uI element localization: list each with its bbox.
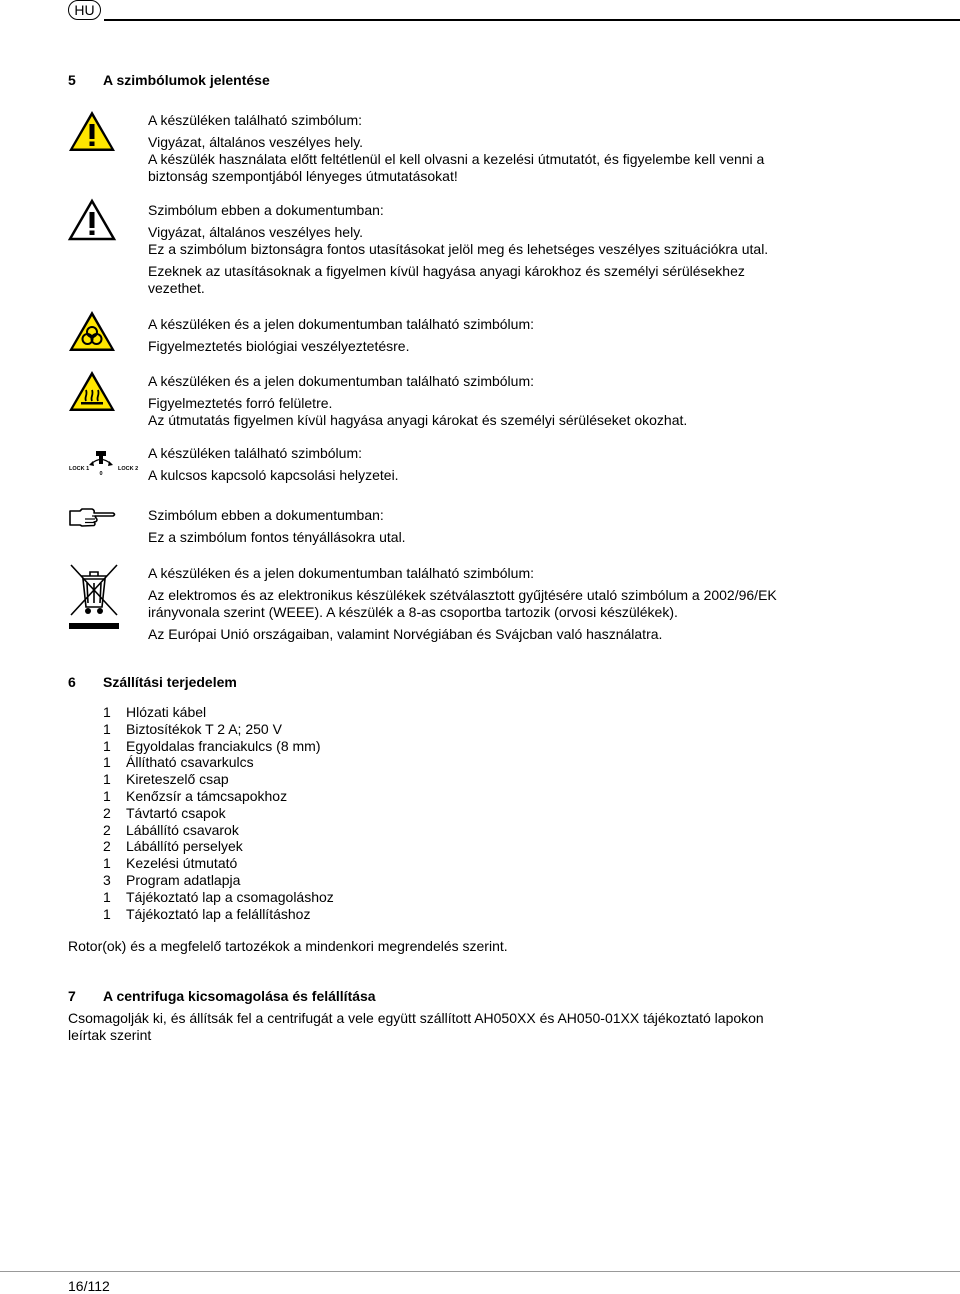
item-qty: 2 — [103, 821, 111, 838]
text-line: Ezeknek az utasításoknak a figyelmen kívül hagyása anyagi károkhoz és személyi sérülésekhez — [148, 263, 745, 279]
section-title: Szállítási terjedelem — [103, 674, 237, 690]
section-number: 6 — [68, 674, 76, 690]
pointing-hand-icon — [68, 506, 118, 530]
text-line: A készüléken található szimbólum: — [148, 112, 362, 128]
symbol-block-4 — [148, 373, 848, 429]
zero-label: 0 — [99, 471, 103, 477]
item-name: Hlózati kábel — [126, 704, 207, 720]
symbol-block-6 — [148, 507, 848, 546]
general-warning-icon — [67, 109, 117, 153]
symbol-block-3 — [148, 316, 848, 355]
symbol-block-1 — [148, 112, 848, 185]
item-name: Kezelési útmutató — [126, 855, 238, 872]
page-number: 16/112 — [68, 1278, 110, 1294]
item-qty: 1 — [103, 704, 111, 720]
section-number: 5 — [68, 72, 76, 88]
item-name: Lábállító perselyek — [126, 838, 243, 855]
hot-surface-icon — [67, 369, 117, 413]
section-number: 7 — [68, 988, 76, 1004]
text-line: A készülék használata előtt feltétlenül el kell olvasni a kezelési útmutatót, és figyelembe kell venni a — [148, 151, 765, 167]
section-title: A szimbólumok jelentése — [103, 72, 270, 88]
item-name: Kireteszelő csap — [126, 771, 229, 788]
text-line: Vigyázat, általános veszélyes hely. — [148, 224, 364, 240]
footer-rule — [0, 1271, 960, 1272]
text-line: Az Európai Unió országaiban, valamint Norvégiában és Svájcban való használatra. — [148, 626, 663, 642]
item-qty: 1 — [103, 855, 111, 872]
item-qty: 3 — [103, 871, 111, 888]
text-line: Ez a szimbólum fontos tényállásokra utal. — [148, 529, 406, 545]
text-line: A készüléken és a jelen dokumentumban található szimbólum: — [148, 565, 534, 581]
text-line: biztonság szempontjából lényeges útmutatásokat! — [148, 168, 458, 184]
item-qty: 1 — [103, 888, 111, 905]
text-line: Figyelmeztetés biológiai veszélyeztetésre. — [148, 338, 410, 354]
item-name: Állítható csavarkulcs — [126, 754, 254, 771]
item-qty: 1 — [103, 787, 111, 804]
text-line: A kulcsos kapcsoló kapcsolási helyzetei. — [148, 467, 399, 483]
item-name: Egyoldalas franciakulcs (8 mm) — [126, 737, 321, 754]
key-switch-icon — [67, 448, 141, 478]
item-qty: 1 — [103, 754, 111, 771]
text-line: Csomagolják ki, és állítsák fel a centrifugát a vele együtt szállított AH050XX és AH050-01XX tájékoztató lapokon — [68, 1010, 764, 1026]
item-name: Tájékoztató lap a csomagoláshoz — [126, 888, 334, 905]
symbol-block-2 — [148, 202, 848, 297]
item-qty: 1 — [103, 720, 111, 737]
text-line: Vigyázat, általános veszélyes hely. — [148, 134, 364, 150]
item-name: Biztosítékok T 2 A; 250 V — [126, 720, 282, 737]
section-7-body — [68, 1010, 764, 1044]
section-title: A centrifuga kicsomagolása és felállítása — [103, 988, 376, 1004]
item-qty: 1 — [103, 905, 111, 922]
symbol-block-5 — [148, 445, 848, 484]
header-rule — [104, 19, 960, 21]
item-name: Kenőzsír a támcsapokhoz — [126, 787, 288, 804]
item-name: Távtartó csapok — [126, 804, 226, 821]
text-line: leírtak szerint — [68, 1027, 152, 1043]
text-line: A készüléken és a jelen dokumentumban található szimbólum: — [148, 316, 534, 332]
delivery-note: Rotor(ok) és a megfelelő tartozékok a mindenkori megrendelés szerint. — [68, 938, 508, 954]
item-name: Lábállító csavarok — [126, 821, 239, 838]
lock-2-label: LOCK 2 — [118, 466, 139, 472]
text-line: irányvonala szerint (WEEE). A készülék a 8-as csoportba tartozik (orvosi készülékek). — [148, 604, 678, 620]
text-line: Ez a szimbólum biztonságra fontos utasításokat jelöl meg és lehetséges veszélyes szituációkra utal. — [148, 241, 769, 257]
lock-1-label: LOCK 1 — [69, 466, 90, 472]
text-line: Az elektromos és az elektronikus készülékek szétválasztott gyűjtésére utaló szimbólum a 2002/96/EK — [148, 587, 777, 603]
item-qty: 1 — [103, 771, 111, 788]
item-name: Program adatlapja — [126, 871, 241, 888]
weee-bin-icon — [67, 561, 121, 633]
language-badge: HU — [68, 0, 101, 20]
biohazard-icon — [67, 309, 117, 353]
item-qty: 2 — [103, 804, 111, 821]
text-line: A készüléken és a jelen dokumentumban található szimbólum: — [148, 373, 534, 389]
text-line: Az útmutatás figyelmen kívül hagyása anyagi károkat és személyi sérüléseket okozhat. — [148, 412, 688, 428]
text-line: vezethet. — [148, 280, 205, 296]
text-line: Figyelmeztetés forró felületre. — [148, 395, 333, 411]
symbol-block-7 — [148, 565, 848, 643]
document-warning-icon — [67, 198, 117, 242]
text-line: Szimbólum ebben a dokumentumban: — [148, 202, 384, 218]
item-qty: 1 — [103, 737, 111, 754]
item-qty: 2 — [103, 838, 111, 855]
text-line: A készüléken található szimbólum: — [148, 445, 362, 461]
text-line: Szimbólum ebben a dokumentumban: — [148, 507, 384, 523]
item-name: Tájékoztató lap a felállításhoz — [126, 905, 311, 922]
